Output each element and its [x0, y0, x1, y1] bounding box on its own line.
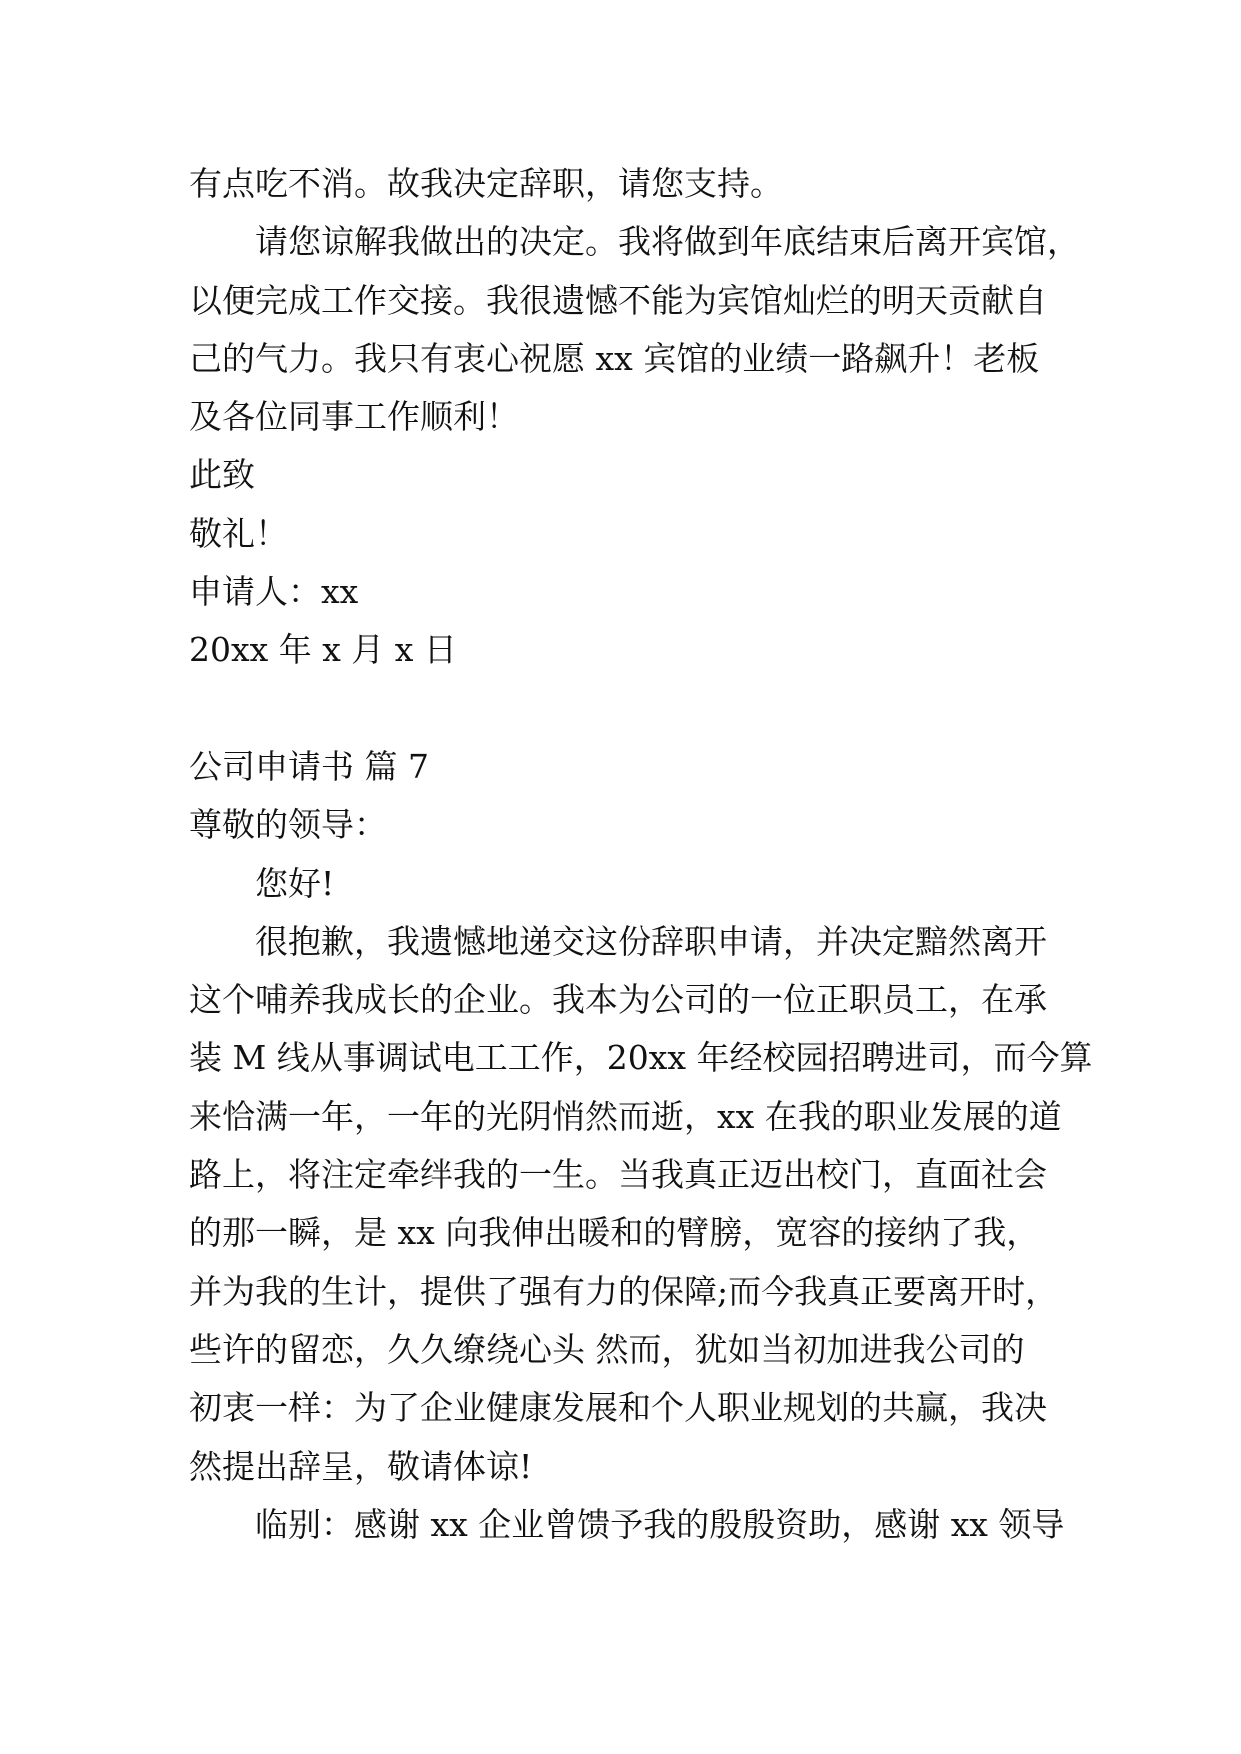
greeting: 尊敬的领导：: [189, 805, 387, 845]
farewell-line: 临别：感谢 xx 企业曾馈予我的殷殷资助，感谢 xx 领导: [255, 1504, 1065, 1544]
letter-date: 20xx 年 x 月 x 日: [189, 630, 457, 670]
paragraph-line: 初衷一样：为了企业健康发展和个人职业规划的共赢，我决: [189, 1388, 1047, 1428]
paragraph-line: 有点吃不消。故我决定辞职，请您支持。: [189, 164, 783, 203]
paragraph-line: 请您谅解我做出的决定。我将做到年底结束后离开宾馆，: [255, 222, 1080, 262]
document-text: [189, 155, 1093, 1554]
hello-line: 您好!: [255, 863, 335, 903]
paragraph-line: 些许的留恋，久久缭绕心头 然而，犹如当初加进我公司的: [189, 1329, 1025, 1369]
paragraph-line: 的那一瞬，是 xx 向我伸出暖和的臂膀，宽容的接纳了我，: [189, 1213, 1040, 1253]
regards-phrase: 敬礼！: [189, 513, 288, 553]
paragraph-line: 及各位同事工作顺利！: [189, 397, 519, 437]
paragraph-line: 路上，将注定牵绊我的一生。当我真正迈出校门，直面社会: [189, 1155, 1047, 1195]
applicant-signature: 申请人：xx: [189, 572, 359, 612]
closing-phrase: 此致: [189, 455, 255, 495]
paragraph-line: 这个哺养我成长的企业。我本为公司的一位正职员工，在承: [189, 980, 1047, 1020]
paragraph-line: 很抱歉，我遗憾地递交这份辞职申请，并决定黯然离开: [255, 921, 1047, 961]
paragraph-line: 装 M 线从事调试电工工作，20xx 年经校园招聘进司，而今算: [189, 1038, 1093, 1078]
paragraph-line: 以便完成工作交接。我很遗憾不能为宾馆灿烂的明天贡献自: [189, 280, 1047, 320]
paragraph-line: 并为我的生计，提供了强有力的保障;而今我真正要离开时，: [189, 1271, 1059, 1311]
paragraph-line: 来恰满一年，一年的光阴悄然而逝，xx 在我的职业发展的道: [189, 1096, 1062, 1136]
paragraph-line: 然提出辞呈，敬请体谅!: [189, 1446, 533, 1486]
blank-line: [189, 680, 1089, 738]
paragraph-line: 己的气力。我只有衷心祝愿 xx 宾馆的业绩一路飙升！老板: [189, 338, 1040, 378]
section-heading: 公司申请书 篇 7: [189, 746, 429, 786]
